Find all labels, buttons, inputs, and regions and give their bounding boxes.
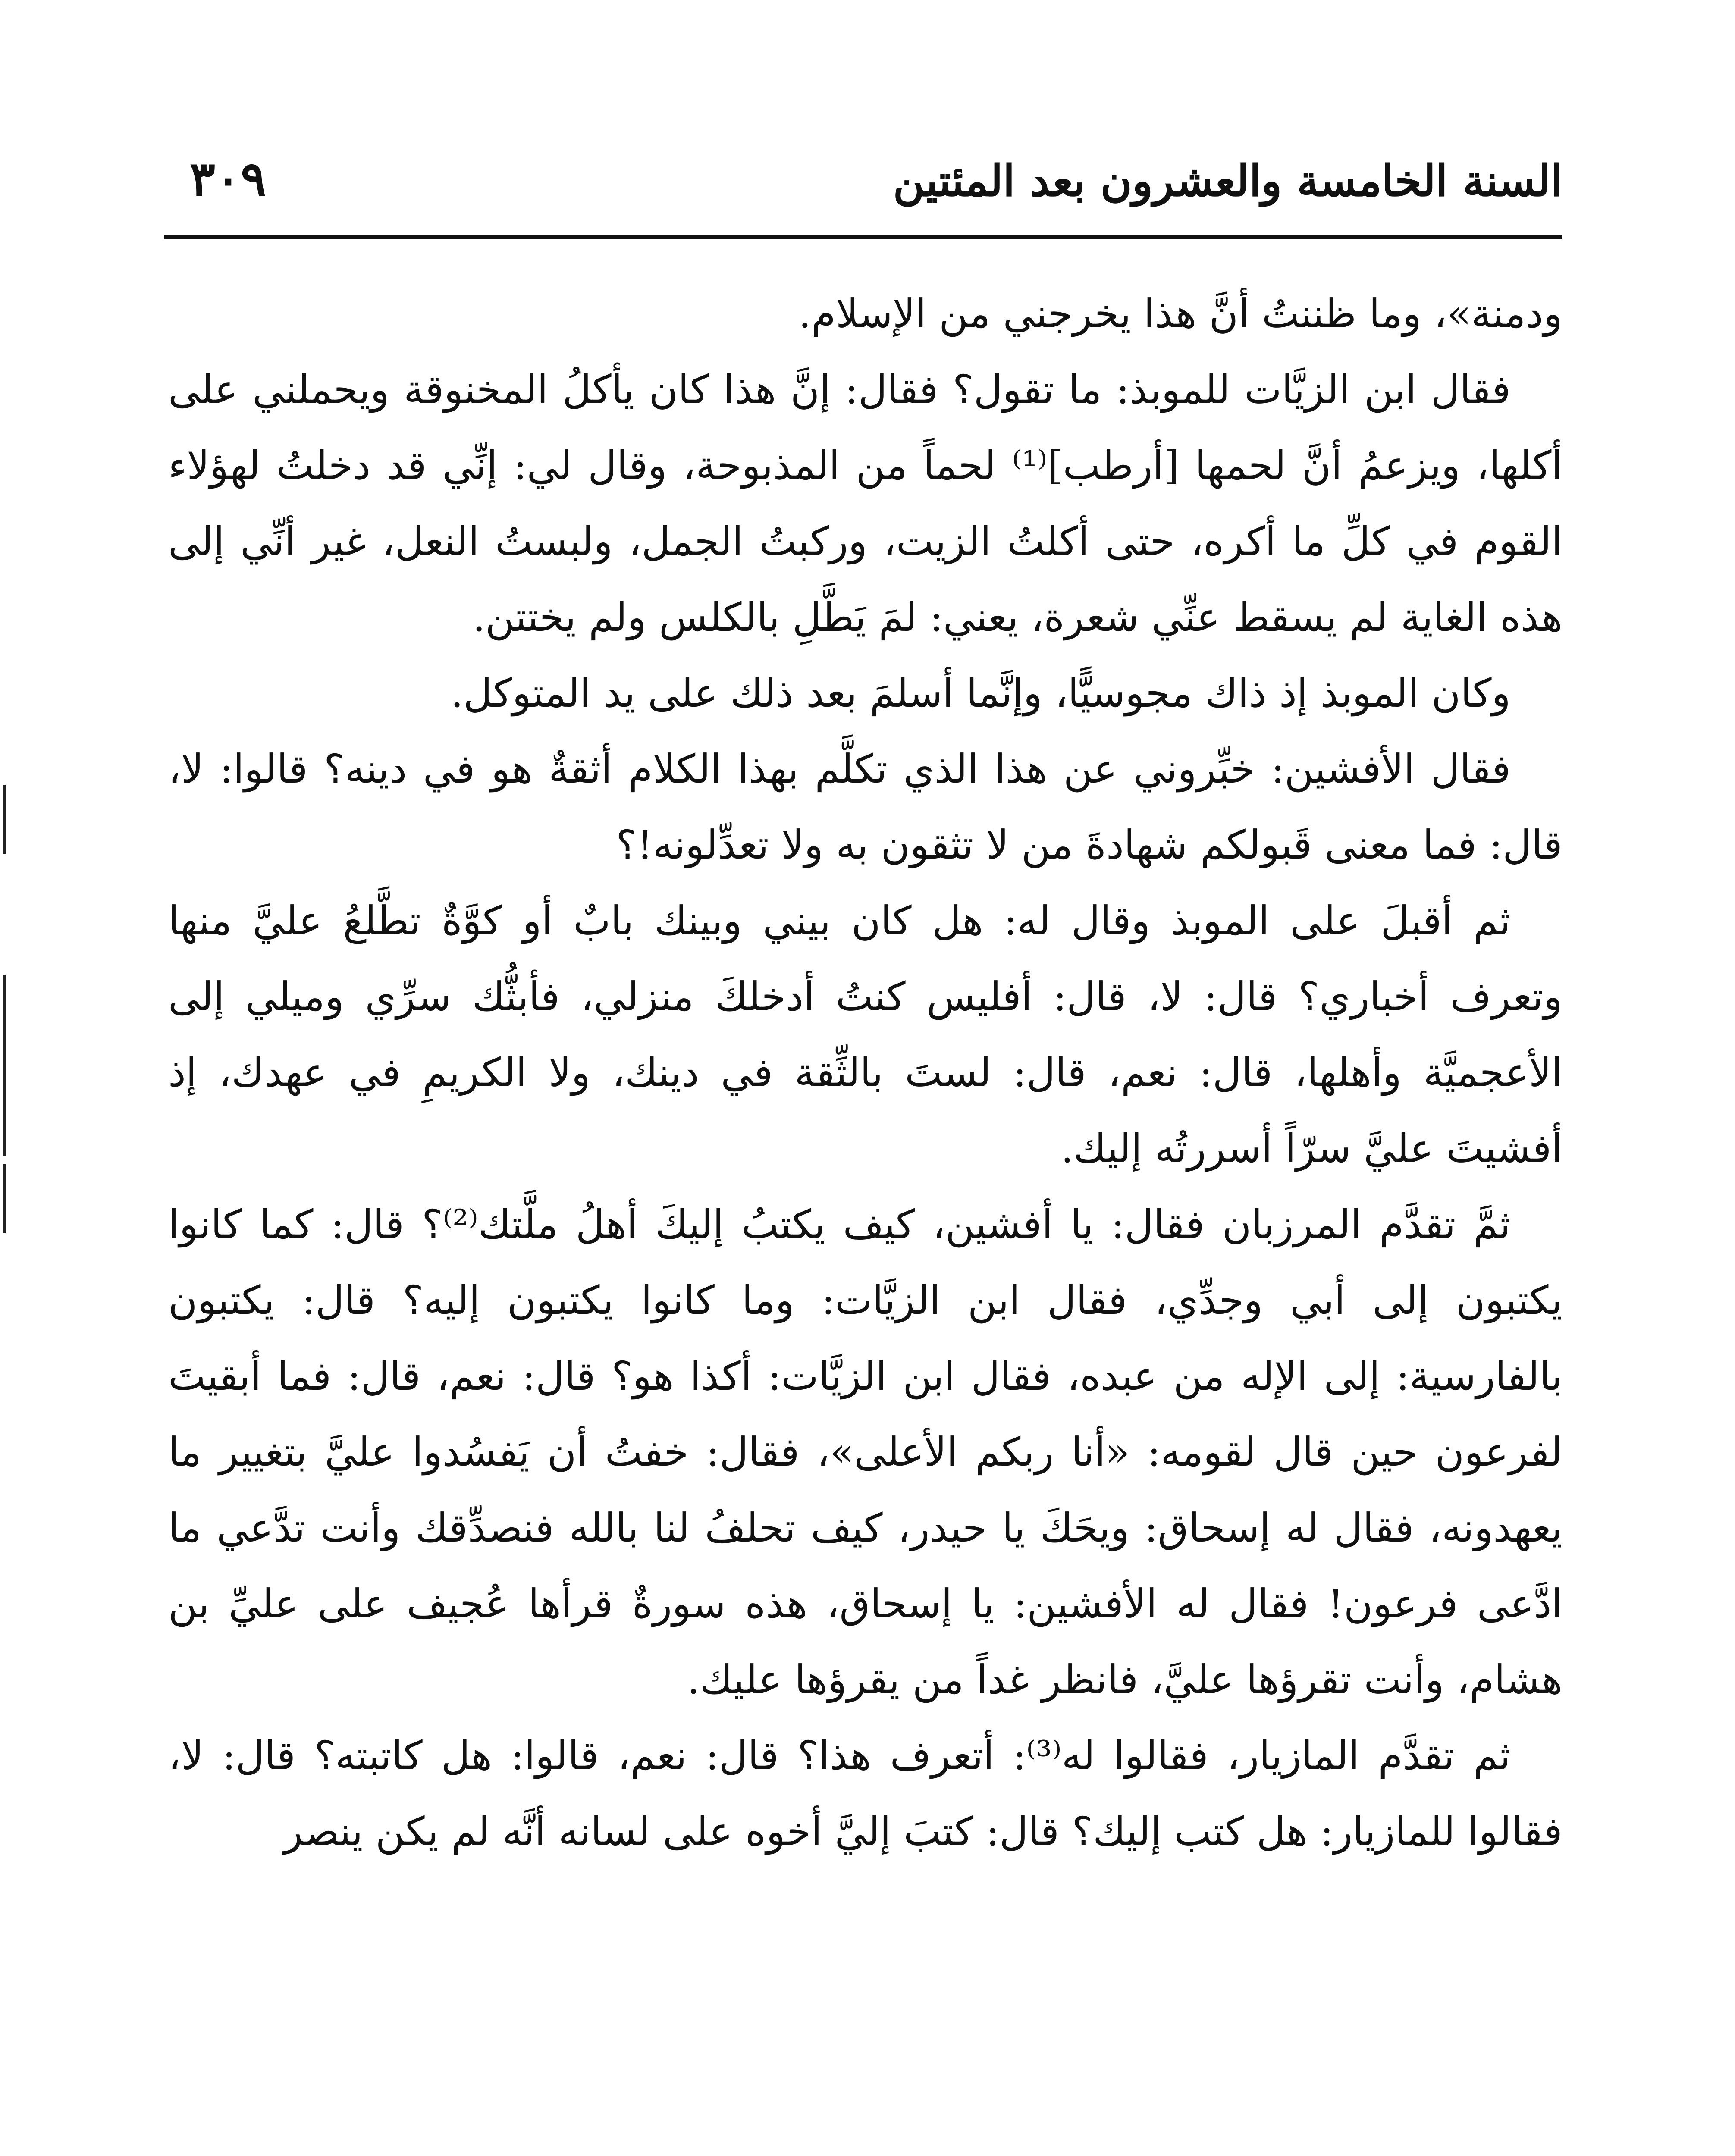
scan-edge-mark bbox=[3, 975, 6, 1156]
paragraph: ثمَّ تقدَّم المرزبان فقال: يا أفشين، كيف يكتبُ إليكَ أهلُ ملَّتك⁽²⁾؟ قال: كما كانوا يكتبون إلى أبي وجدِّي، فقال ابن الزيَّات: وما كانوا يكتبون إليه؟ قال: يكتبون بالفارسية: إلى الإله من عبده، فقال ابن الزيَّات: أكذا هو؟ قال: نعم، قال: فما أبقيتَ لفرعون حين قال لقومه: «أنا ربكم الأعلى»، فقال: خفتُ أن يَفسُدوا عليَّ بتغيير ما يعهدونه، فقال له إسحاق: ويحَكَ يا حيدر، كيف تحلفُ لنا بالله فنصدِّقك وأنت تدَّعي ما ادَّعى فرعون! فقال له الأفشين: يا إسحاق، هذه سورةٌ قرأها عُجيف على عليِّ بن هشام، وأنت تقرؤها عليَّ، فانظر غداً من يقرؤها عليك. bbox=[168, 1201, 1563, 1703]
page-number: ٣٠٩ bbox=[190, 151, 267, 207]
scan-edge-mark bbox=[3, 1164, 6, 1233]
paragraph: فقال الأفشين: خبِّروني عن هذا الذي تكلَّم بهذا الكلام أثقةٌ هو في دينه؟ قالوا: لا، قال: فما معنى قَبولكم شهادةَ من لا تثقون به ولا تعدِّلونه!؟ bbox=[168, 746, 1562, 868]
main-text bbox=[168, 276, 1562, 1870]
paragraph: ثم أقبلَ على الموبذ وقال له: هل كان بيني وبينك بابٌ أو كوَّةٌ تطَّلعُ عليَّ منها وتعرف أخباري؟ قال: لا، قال: أفليس كنتُ أدخلكَ منزلي، فأبثُّك سرِّي وميلي إلى الأعجميَّة وأهلها، قال: نعم، قال: لستَ بالثِّقة في دينك، ولا الكريمِ في عهدك، إذ أفشيتَ عليَّ سرّاً أسررتُه إليك. bbox=[168, 898, 1562, 1172]
paragraph: وكان الموبذ إذ ذاك مجوسيًّا، وإنَّما أسلمَ بعد ذلك على يد المتوكل. bbox=[450, 670, 1511, 716]
running-title: السنة الخامسة والعشرون بعد المئتين bbox=[893, 155, 1562, 206]
paragraph: ثم تقدَّم المازيار، فقالوا له⁽³⁾: أتعرف هذا؟ قال: نعم، قالوا: هل كاتبته؟ قال: لا، فقالوا للمازيار: هل كتب إليك؟ قال: كتبَ إليَّ أخوه على لسانه أنَّه لم يكن ينصر bbox=[168, 1733, 1562, 1855]
scan-edge-mark bbox=[3, 785, 6, 854]
paragraph: ودمنة»، وما ظننتُ أنَّ هذا يخرجني من الإسلام. bbox=[798, 291, 1562, 337]
header-rule bbox=[164, 235, 1562, 239]
paragraph: فقال ابن الزيَّات للموبذ: ما تقول؟ فقال: إنَّ هذا كان يأكلُ المخنوقة ويحملني على أكلها، ويزعمُ أنَّ لحمها [أرطب]⁽¹⁾ لحماً من المذبوحة، وقال لي: إنِّي قد دخلتُ لهؤلاء القوم في كلِّ ما أكره، حتى أكلتُ الزيت، وركبتُ الجمل، ولبستُ النعل، غير أنِّي إلى هذه الغاية لم يسقط عنِّي شعرة، يعني: لمَ يَطَّلِ بالكلس ولم يختتن. bbox=[168, 367, 1562, 640]
page-header bbox=[164, 142, 1562, 224]
